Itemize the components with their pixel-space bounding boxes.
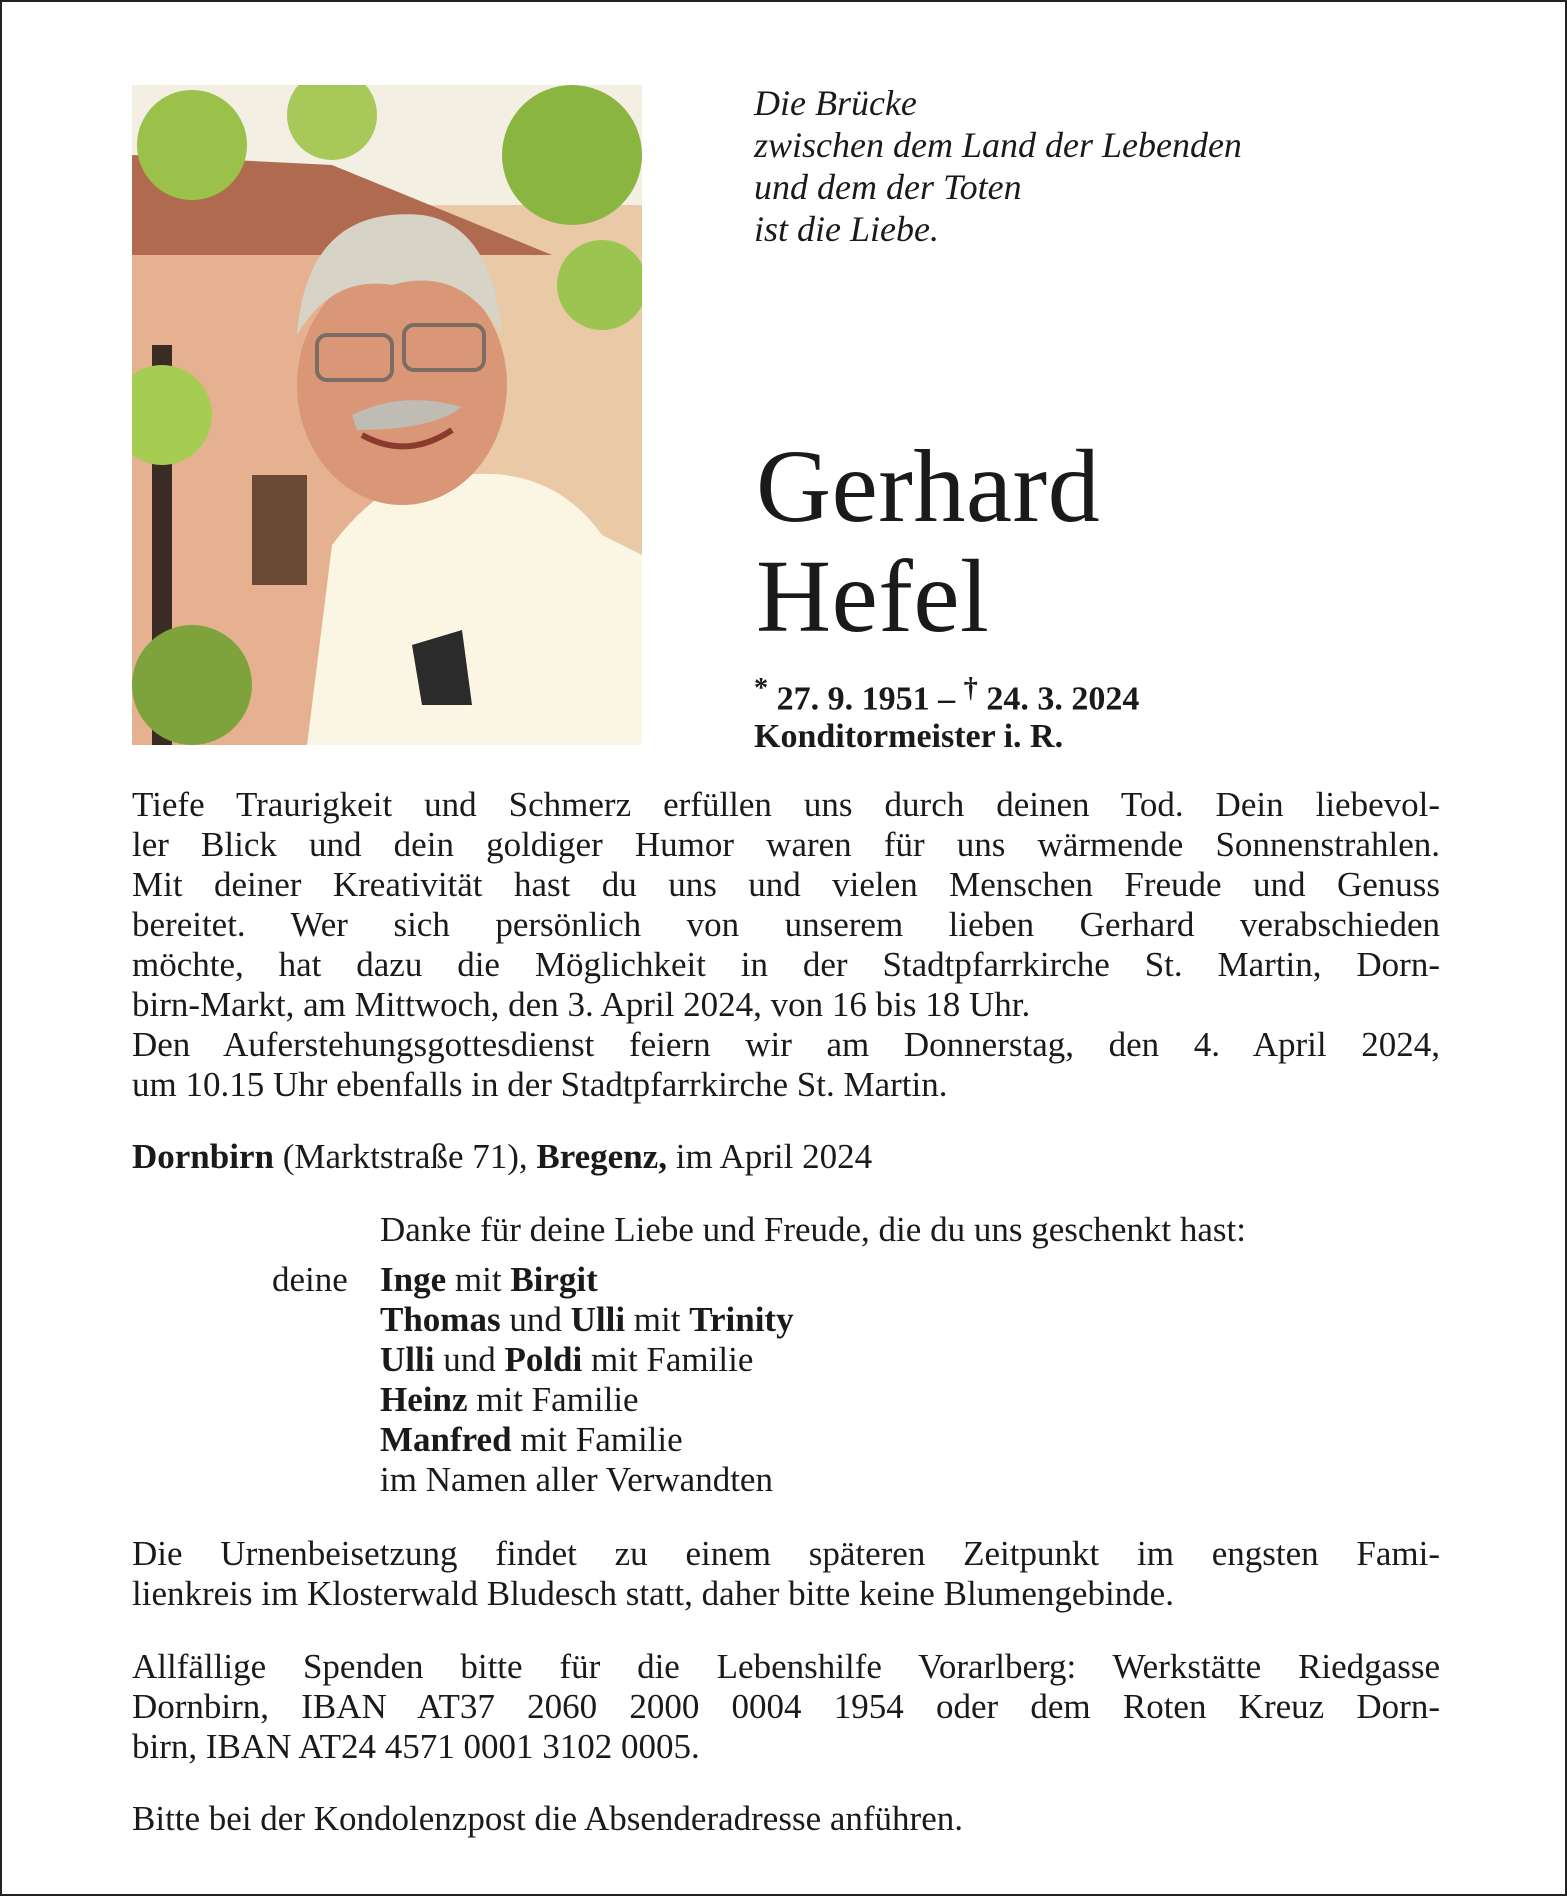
family-name: Poldi — [504, 1340, 583, 1379]
text-line: Mit deiner Kreativität hast du uns und vielen Menschen Freude und Genuss — [132, 865, 1440, 904]
family-name: Inge — [380, 1260, 447, 1299]
text-line: birn-Markt, am Mittwoch, den 3. April 2024, von 16 bis 18 Uhr. — [132, 985, 1031, 1024]
quote-line: Die Brücke — [754, 83, 917, 123]
life-dates — [754, 670, 1139, 756]
family-name: Thomas — [380, 1300, 501, 1339]
last-name: Hefel — [756, 539, 990, 654]
text-line: birn, IBAN AT24 4571 0001 3102 0005. — [132, 1727, 700, 1766]
place-date-line — [132, 1137, 872, 1177]
family-connector: mit — [633, 1300, 681, 1339]
birth-symbol: * — [754, 673, 769, 704]
death-symbol: † — [963, 673, 978, 704]
text-line: möchte, hat dazu die Möglichkeit in der Stadtpfarrkirche St. Martin, Dorn- — [132, 945, 1440, 984]
family-connector: mit Familie — [591, 1340, 754, 1379]
text-line: um 10.15 Uhr ebenfalls in der Stadtpfarrkirche St. Martin. — [132, 1065, 948, 1104]
family-line: im Namen aller Verwandten — [380, 1460, 773, 1499]
family-name: Ulli — [380, 1340, 435, 1379]
urn-paragraph — [132, 1534, 1440, 1614]
family-connector: und — [509, 1300, 562, 1339]
family-list — [380, 1260, 794, 1500]
family-connector: mit Familie — [476, 1380, 639, 1419]
donation-paragraph — [132, 1647, 1440, 1767]
birth-date: 27. 9. 1951 — [776, 680, 930, 718]
family-name: Birgit — [510, 1260, 598, 1299]
family-connector: mit — [454, 1260, 502, 1299]
family-name: Trinity — [689, 1300, 794, 1339]
family-line — [380, 1340, 794, 1380]
date-separator: – — [938, 680, 956, 718]
family-line — [380, 1300, 794, 1340]
quote-line: und dem der Toten — [754, 167, 1022, 207]
text-line: Den Auferstehungsgottesdienst feiern wir am Donnerstag, den 4. April 2024, — [132, 1025, 1440, 1064]
text-line: lienkreis im Klosterwald Bludesch statt, daher bitte keine Blumengebinde. — [132, 1574, 1174, 1613]
condolence-note — [132, 1799, 1440, 1839]
family-line — [380, 1260, 794, 1300]
city-dornbirn: Dornbirn — [132, 1137, 274, 1176]
family-prefix: deine — [272, 1260, 348, 1299]
family-name: Ulli — [570, 1300, 626, 1339]
deceased-name — [756, 429, 1101, 654]
city-bregenz: Bregenz, — [536, 1137, 667, 1176]
text-line: Bitte bei der Kondolenzpost die Absenderadresse anführen. — [132, 1799, 963, 1838]
text-line: Die Urnenbeisetzung findet zu einem späteren Zeitpunkt im engsten Fami- — [132, 1534, 1440, 1573]
text-line: bereitet. Wer sich persönlich von unserem lieben Gerhard verabschieden — [132, 905, 1440, 944]
family-line — [380, 1420, 794, 1460]
address: (Marktstraße 71), — [282, 1137, 528, 1176]
date-line — [754, 670, 1139, 718]
text-line: ler Blick und dein goldiger Humor waren für uns wärmende Sonnenstrahlen. — [132, 825, 1440, 864]
family-connector: mit Familie — [520, 1420, 683, 1459]
family-line — [380, 1380, 794, 1420]
family-name: Manfred — [380, 1420, 512, 1459]
text-line: Tiefe Traurigkeit und Schmerz erfüllen uns durch deinen Tod. Dein liebevol- — [132, 785, 1440, 824]
first-name: Gerhard — [756, 429, 1101, 544]
text-line: Dornbirn, IBAN AT37 2060 2000 0004 1954 oder dem Roten Kreuz Dorn- — [132, 1687, 1440, 1726]
text-line: Allfällige Spenden bitte für die Lebenshilfe Vorarlberg: Werkstätte Riedgasse — [132, 1647, 1440, 1686]
family-connector: und — [443, 1340, 496, 1379]
quote-line: ist die Liebe. — [754, 209, 939, 249]
portrait-photo — [132, 85, 642, 745]
profession: Konditormeister i. R. — [754, 718, 1064, 756]
place-date: im April 2024 — [675, 1137, 873, 1176]
family-name: Heinz — [380, 1380, 468, 1419]
thanks-line: Danke für deine Liebe und Freude, die du uns geschenkt hast: — [380, 1210, 1246, 1249]
main-paragraph — [132, 785, 1440, 1105]
memorial-quote — [754, 82, 1242, 250]
death-date: 24. 3. 2024 — [986, 680, 1140, 718]
quote-line: zwischen dem Land der Lebenden — [754, 125, 1242, 165]
